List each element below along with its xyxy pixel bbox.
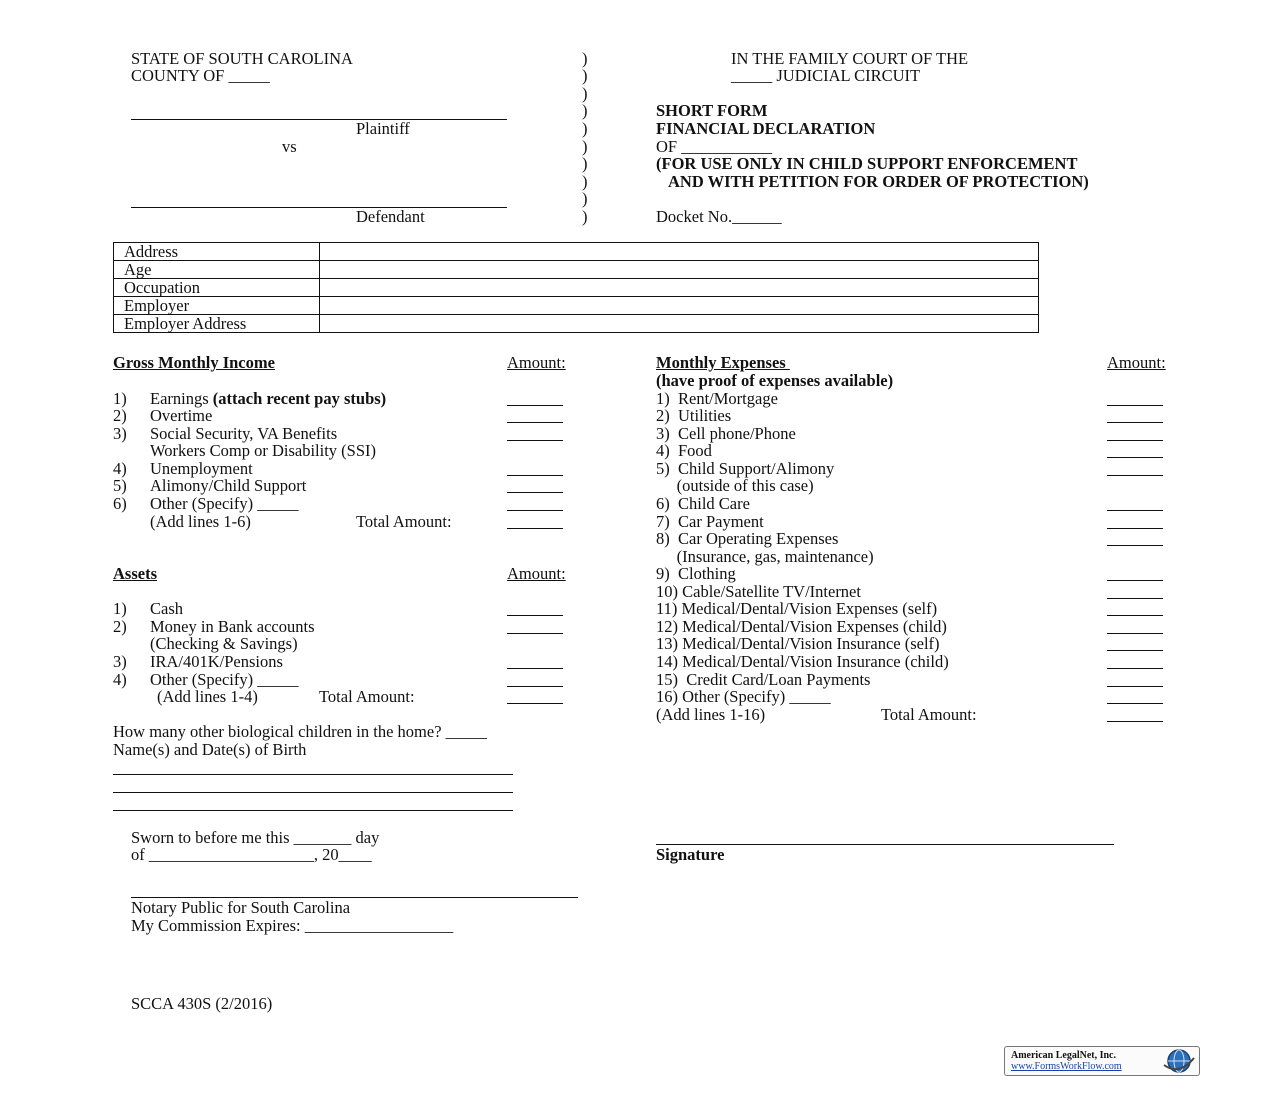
income-line1-label: Earnings (attach recent pay stubs) <box>150 389 387 408</box>
list-item: 6) Child Care <box>656 494 750 513</box>
list-item: 2) Utilities <box>656 406 732 425</box>
list-item: 3) Cell phone/Phone <box>656 424 796 443</box>
plaintiff-label: Plaintiff <box>356 119 410 138</box>
children-line-1[interactable] <box>113 774 513 775</box>
employer-address-field[interactable] <box>320 315 1039 333</box>
list-item: 1) Rent/Mortgage <box>656 389 778 408</box>
income-line1-number: 1) <box>113 389 127 408</box>
list-item: 14) Medical/Dental/Vision Insurance (child) <box>656 652 949 671</box>
income-total-amount[interactable] <box>507 528 563 529</box>
assets-line3-label: IRA/401K/Pensions <box>150 652 283 671</box>
income-line5-number: 5) <box>113 476 127 495</box>
expenses-total-label: Total Amount: <box>881 705 977 724</box>
table-row <box>114 279 1039 297</box>
table-row <box>114 261 1039 279</box>
list-item: 16) Other (Specify) _____ <box>656 687 831 706</box>
expense-9-amount[interactable] <box>1107 580 1163 581</box>
address-field[interactable] <box>320 243 1039 261</box>
expenses-heading: Monthly Expenses <box>656 353 790 372</box>
expense-2-amount[interactable] <box>1107 422 1163 423</box>
expense-12-amount[interactable] <box>1107 633 1163 634</box>
expense-1-amount[interactable] <box>1107 405 1163 406</box>
income-line3-label-cont: Workers Comp or Disability (SSI) <box>150 441 376 460</box>
signature-label: Signature <box>656 845 725 864</box>
expense-4-amount[interactable] <box>1107 457 1163 458</box>
assets-total-amount[interactable] <box>507 703 563 704</box>
income-line4-number: 4) <box>113 459 127 478</box>
income-line4-label: Unemployment <box>150 459 253 478</box>
income-line2-amount[interactable] <box>507 422 563 423</box>
age-label: Age <box>114 261 320 279</box>
expense-5-amount[interactable] <box>1107 475 1163 476</box>
assets-line2-amount[interactable] <box>507 633 563 634</box>
list-item: 4) Food <box>656 441 712 460</box>
form-number: SCCA 430S (2/2016) <box>131 994 273 1013</box>
assets-line4-amount[interactable] <box>507 686 563 687</box>
list-item: 7) Car Payment <box>656 512 764 531</box>
address-label: Address <box>114 243 320 261</box>
assets-total-label: Total Amount: <box>319 687 415 706</box>
age-field[interactable] <box>320 261 1039 279</box>
assets-total-instructions: (Add lines 1-4) <box>157 687 258 706</box>
form-title-usage2: AND WITH PETITION FOR ORDER OF PROTECTION) <box>668 172 1089 191</box>
assets-line4-label: Other (Specify) _____ <box>150 670 299 689</box>
children-names-label: Name(s) and Date(s) of Birth <box>113 740 307 759</box>
vs-label: vs <box>282 137 297 156</box>
personal-info-table <box>113 242 1039 333</box>
income-line4-amount[interactable] <box>507 475 563 476</box>
occupation-field[interactable] <box>320 279 1039 297</box>
income-amount-header: Amount: <box>507 353 566 372</box>
sworn-line1: Sworn to before me this _______ day <box>131 828 380 847</box>
commission-expires: My Commission Expires: __________________ <box>131 916 454 935</box>
expense-13-amount[interactable] <box>1107 650 1163 651</box>
list-item: 10) Cable/Satellite TV/Internet <box>656 582 861 601</box>
list-item: (Insurance, gas, maintenance) <box>656 547 874 566</box>
assets-line1-label: Cash <box>150 599 183 618</box>
plaintiff-line[interactable] <box>131 119 507 120</box>
form-title-line2: FINANCIAL DECLARATION <box>656 119 876 138</box>
list-item: 12) Medical/Dental/Vision Expenses (child) <box>656 617 947 636</box>
income-line6-number: 6) <box>113 494 127 513</box>
list-item: 9) Clothing <box>656 564 736 583</box>
list-item: 13) Medical/Dental/Vision Insurance (self) <box>656 634 940 653</box>
income-line2-number: 2) <box>113 406 127 425</box>
assets-line4-number: 4) <box>113 670 127 689</box>
income-total-instructions: (Add lines 1-6) <box>150 512 251 531</box>
table-row <box>114 297 1039 315</box>
employer-address-label: Employer Address <box>114 315 320 333</box>
income-line6-amount[interactable] <box>507 510 563 511</box>
occupation-label: Occupation <box>114 279 320 297</box>
list-item: 11) Medical/Dental/Vision Expenses (self) <box>656 599 938 618</box>
children-line-2[interactable] <box>113 792 513 793</box>
list-item: 8) Car Operating Expenses <box>656 529 839 548</box>
expenses-total-instructions: (Add lines 1-16) <box>656 705 766 724</box>
assets-line2-label: Money in Bank accounts <box>150 617 315 636</box>
logo-company-name: American LegalNet, Inc. <box>1011 1050 1116 1061</box>
form-title-usage1: (FOR USE ONLY IN CHILD SUPPORT ENFORCEMENT <box>656 154 1078 173</box>
globe-icon <box>1161 1048 1197 1074</box>
table-row <box>114 315 1039 333</box>
income-line3-label: Social Security, VA Benefits <box>150 424 338 443</box>
employer-label: Employer <box>114 297 320 315</box>
table-row <box>114 243 1039 261</box>
sworn-line2: of ____________________, 20____ <box>131 845 372 864</box>
docket-number: Docket No.______ <box>656 207 782 226</box>
employer-field[interactable] <box>320 297 1039 315</box>
list-item: (outside of this case) <box>656 476 814 495</box>
expense-8-amount[interactable] <box>1107 545 1163 546</box>
assets-line2-number: 2) <box>113 617 127 636</box>
income-line3-amount[interactable] <box>507 440 563 441</box>
form-title-of: OF ___________ <box>656 137 772 156</box>
income-heading: Gross Monthly Income <box>113 353 275 372</box>
county-label: COUNTY OF _____ <box>131 66 270 85</box>
assets-line3-amount[interactable] <box>507 668 563 669</box>
defendant-line[interactable] <box>131 207 507 208</box>
list-item: 5) Child Support/Alimony <box>656 459 835 478</box>
list-item: 15) Credit Card/Loan Payments <box>656 670 871 689</box>
income-line1-amount[interactable] <box>507 405 563 406</box>
expenses-subheading: (have proof of expenses available) <box>656 371 894 390</box>
expense-10-amount[interactable] <box>1107 598 1163 599</box>
publisher-logo[interactable] <box>1004 1046 1200 1076</box>
assets-line2-label-cont: (Checking & Savings) <box>150 634 298 653</box>
expense-11-amount[interactable] <box>1107 615 1163 616</box>
children-line-3[interactable] <box>113 810 513 811</box>
assets-heading: Assets <box>113 564 157 583</box>
income-line5-amount[interactable] <box>507 492 563 493</box>
signature-line[interactable] <box>656 844 1114 845</box>
expense-3-amount[interactable] <box>1107 440 1163 441</box>
income-line2-label: Overtime <box>150 406 213 425</box>
income-line5-label: Alimony/Child Support <box>150 476 307 495</box>
expense-16-amount[interactable] <box>1107 703 1163 704</box>
income-line6-label: Other (Specify) _____ <box>150 494 299 513</box>
income-line3-number: 3) <box>113 424 127 443</box>
expense-6-amount[interactable] <box>1107 510 1163 511</box>
assets-line1-amount[interactable] <box>507 615 563 616</box>
expense-14-amount[interactable] <box>1107 668 1163 669</box>
expenses-amount-header: Amount: <box>1107 353 1166 372</box>
expense-15-amount[interactable] <box>1107 686 1163 687</box>
court-line1: IN THE FAMILY COURT OF THE <box>731 49 969 68</box>
income-total-label: Total Amount: <box>356 512 452 531</box>
children-question: How many other biological children in the home? _____ <box>113 722 487 741</box>
court-line2: _____ JUDICIAL CIRCUIT <box>731 66 921 85</box>
assets-line1-number: 1) <box>113 599 127 618</box>
expenses-total-amount[interactable] <box>1107 721 1163 722</box>
assets-line3-number: 3) <box>113 652 127 671</box>
defendant-label: Defendant <box>356 207 425 226</box>
expense-7-amount[interactable] <box>1107 528 1163 529</box>
assets-amount-header: Amount: <box>507 564 566 583</box>
state-label: STATE OF SOUTH CAROLINA <box>131 49 353 68</box>
form-title-line1: SHORT FORM <box>656 101 768 120</box>
logo-url-link[interactable]: www.FormsWorkFlow.com <box>1011 1061 1122 1072</box>
notary-label: Notary Public for South Carolina <box>131 898 351 917</box>
